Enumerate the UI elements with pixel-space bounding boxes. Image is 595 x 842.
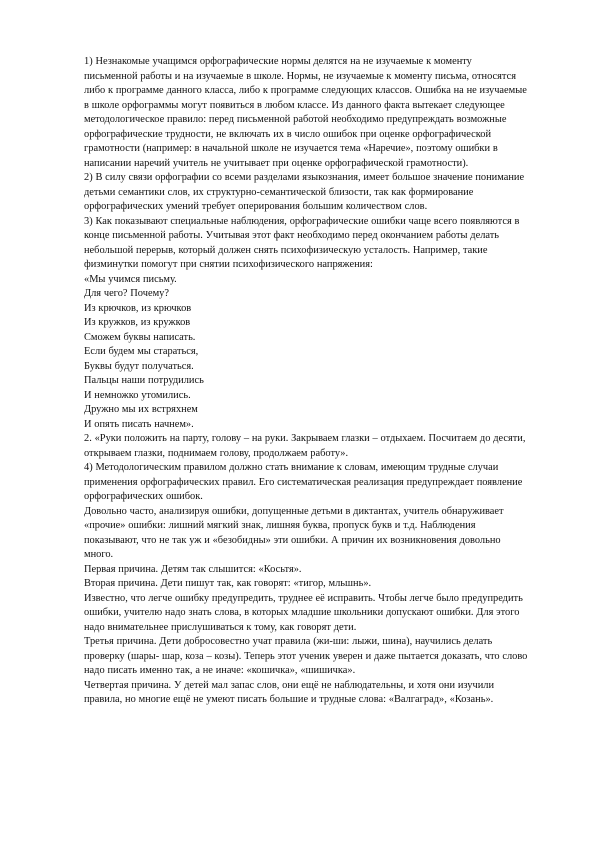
poem-line: И немножко утомились.	[84, 389, 191, 401]
paragraph-reason-4: Четвертая причина. У детей мал запас слов, они ещё не наблюдательны, и хотя они изучили правила, но многие ещё не умеют писать большие и трудные слова: «Валгаград», «Козань».	[84, 679, 495, 705]
poem-line: Из кружков, из кружков	[84, 317, 191, 328]
poem-line: И опять писать начнем».	[84, 418, 194, 430]
poem-line: Для чего? Почему?	[84, 288, 169, 299]
poem-line: «Мы учимся письму.	[84, 273, 177, 285]
paragraph-rule-2: 2) В силу связи орфографии со всеми разделами языкознания, имеет большое значение понимание детьми семантики слов, их структурно-семантической близости, так как формирование орфографических умений требует оперирования большим количеством слов.	[84, 172, 525, 212]
paragraph-reason-1: Первая причина. Детям так слышится: «Косьтя».	[84, 563, 302, 575]
poem-line: Из крючков, из крючков	[84, 302, 192, 314]
poem-line: Дружно мы их встряхнем	[84, 404, 198, 415]
poem-line: Пальцы наши потрудились	[84, 375, 204, 386]
paragraph-prevention: Известно, что легче ошибку предупредить, труднее её исправить. Чтобы легче было предупредить ошибки, учителю надо знать слова, в которых младшие школьники допускают ошибки. Для этого надо внимательнее прислушиваться к тому, как говорят дети.	[84, 592, 523, 633]
paragraph-rule-3: 3) Как показывают специальные наблюдения, орфографические ошибки чаще всего появляются в конце письменной работы. Учитывая этот факт необходимо перед окончанием работы делать небольшой перерыв, который должен снять психофизическую усталость. Например, такие физминутки помогут при снятии психофизического напряжения:	[84, 215, 520, 270]
paragraph-exercise-2: 2. «Руки положить на парту, голову – на руки. Закрываем глазки – отдыхаем. Посчитаем до десяти, открываем глазки, поднимаем голову, продолжаем работу».	[84, 433, 526, 459]
paragraph-reason-2: Вторая причина. Дети пишут так, как говорят: «тигор, мльшнь».	[84, 578, 372, 589]
paragraph-other-errors: Довольно часто, анализируя ошибки, допущенные детьми в диктантах, учитель обнаруживает «прочие» ошибки: лишний мягкий знак, лишняя буква, пропуск букв и т.д. Наблюдения показывают, что не так уж и «безобидны» эти ошибки. А причин их возникновения довольно много.	[84, 505, 504, 560]
document-page	[84, 55, 528, 708]
poem-line: Сможем буквы написать.	[84, 331, 196, 343]
paragraph-reason-3: Третья причина. Дети добросовестно учат правила (жи-ши: лыжи, шина), научились делать проверку (шары- шар, коза – козы). Теперь этот ученик уверен и даже пытается доказать, что слово надо писать именно так, а не иначе: «кошичка», «шишичка».	[84, 636, 528, 676]
poem-line: Если будем мы стараться,	[84, 346, 199, 357]
paragraph-rule-4: 4) Методологическим правилом должно стать внимание к словам, имеющим трудные случаи применения орфографических правил. Его систематическая реализация предупреждает появление орфографических ошибок.	[84, 462, 523, 502]
poem-line: Буквы будут получаться.	[84, 360, 194, 372]
paragraph-rule-1: 1) Незнакомые учащимся орфографические нормы делятся на не изучаемые к моменту письменной работы и на изучаемые в школе. Нормы, не изучаемые к моменту письма, относятся либо к программе данного класса, либо к программе следующих классов. Ошибка на не изучаемые в школе орфограммы могут появиться в любом классе. Из данного факта вытекает следующее методологическое правило: перед письменной работой необходимо предупреждать возможные орфографические трудности, не включать их в число ошибок при оценке орфографической грамотности (например: в начальной школе не изучается тема «Наречие», поэтому ошибки в написании наречий учитель не учитывает при оценке орфографической грамотности).	[84, 56, 527, 169]
